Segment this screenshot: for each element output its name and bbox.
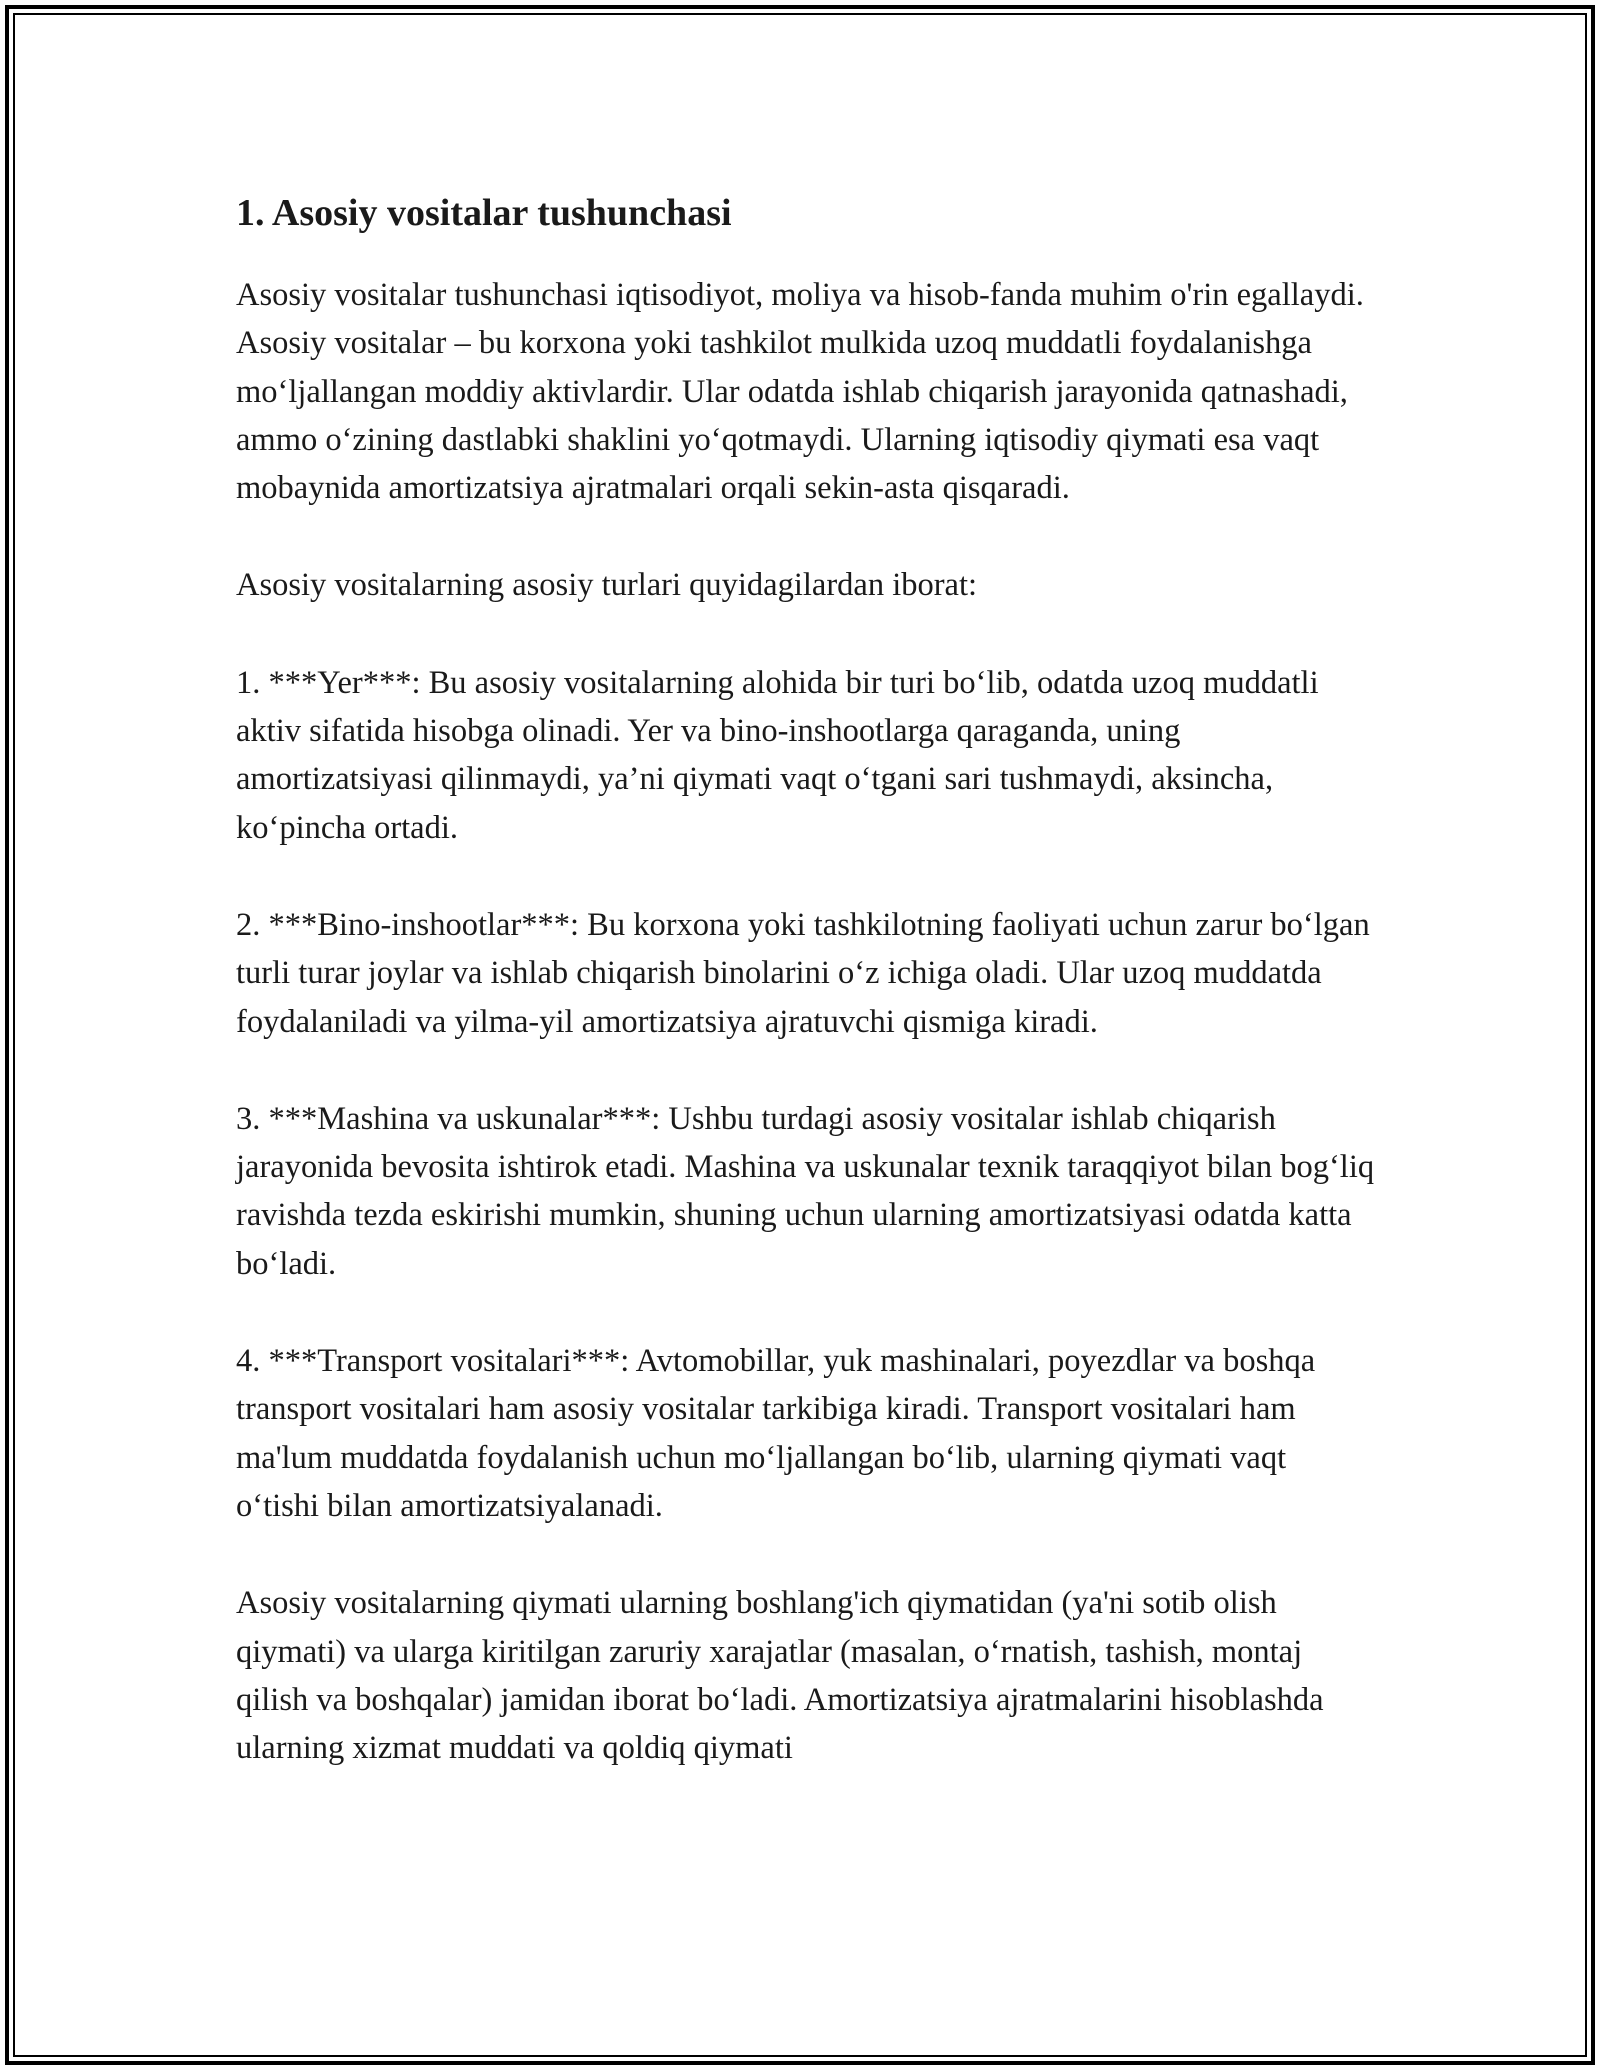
list-item-land: 1. ***Yer***: Bu asosiy vositalarning alohida bir turi bo‘lib, odatda uzoq muddatli aktiv sifatida hisobga olinadi. Yer va bino-inshootlarga qaraganda, uning amortizatsiyasi qilinmaydi, ya’ni qiymati vaqt o‘tgani sari tushmaydi, aksincha, ko‘pincha ortadi. (236, 664, 1319, 846)
types-intro-paragraph: Asosiy vositalarning asosiy turlari quyidagilardan iborat: (236, 567, 978, 604)
list-item-buildings: 2. ***Bino-inshootlar***: Bu korxona yoki tashkilotning faoliyati uchun zarur bo‘lgan turli turar joylar va ishlab chiqarish binolarini o‘z ichiga oladi. Ular uzoq muddatda foydalaniladi va yilma-yil amortizatsiya ajratuvchi qismiga kiradi. (236, 906, 1370, 1040)
list-item-machinery: 3. ***Mashina va uskunalar***: Ushbu turdagi asosiy vositalar ishlab chiqarish jarayonida bevosita ishtirok etadi. Mashina va uskunalar texnik taraqqiyot bilan bog‘liq ravishda tezda eskirishi mumkin, shuning uchun ularning amortizatsiyasi odatda katta bo‘ladi. (236, 1100, 1375, 1282)
list-item-transport: 4. ***Transport vositalari***: Avtomobillar, yuk mashinalari, poyezdlar va boshqa transport vositalari ham asosiy vositalar tarkibiga kiradi. Transport vositalari ham ma'lum muddatda foydalanish uchun mo‘ljallangan bo‘lib, ularning qiymati vaqt o‘tishi bilan amortizatsiyalanadi. (236, 1343, 1316, 1524)
intro-paragraph: Asosiy vositalar tushunchasi iqtisodiyot, moliya va hisob-fanda muhim o'rin egallaydi. Asosiy vositalar – bu korxona yoki tashkilot mulkida uzoq muddatli foydalanishga mo‘ljallangan moddiy aktivlardir. Ular odatda ishlab chiqarish jarayonida qatnashadi, ammo o‘zining dastlabki shaklini yo‘qotmaydi. Ularning iqtisodiy qiymati esa vaqt mobaynida amortizatsiya ajratmalari orqali sekin-asta qisqaradi. (236, 277, 1364, 507)
document-body (236, 185, 1376, 1772)
section-heading: 1. Asosiy vositalar tushunchasi (236, 192, 732, 234)
valuation-paragraph: Asosiy vositalarning qiymati ularning boshlang'ich qiymatidan (ya'ni sotib olish qiymati) va ularga kiritilgan zaruriy xarajatlar (masalan, o‘rnatish, tashish, montaj qilish va boshqalar) jamidan iborat bo‘ladi. Amortizatsiya ajratmalarini hisoblashda ularning xizmat muddati va qoldiq qiymati (236, 1585, 1324, 1767)
